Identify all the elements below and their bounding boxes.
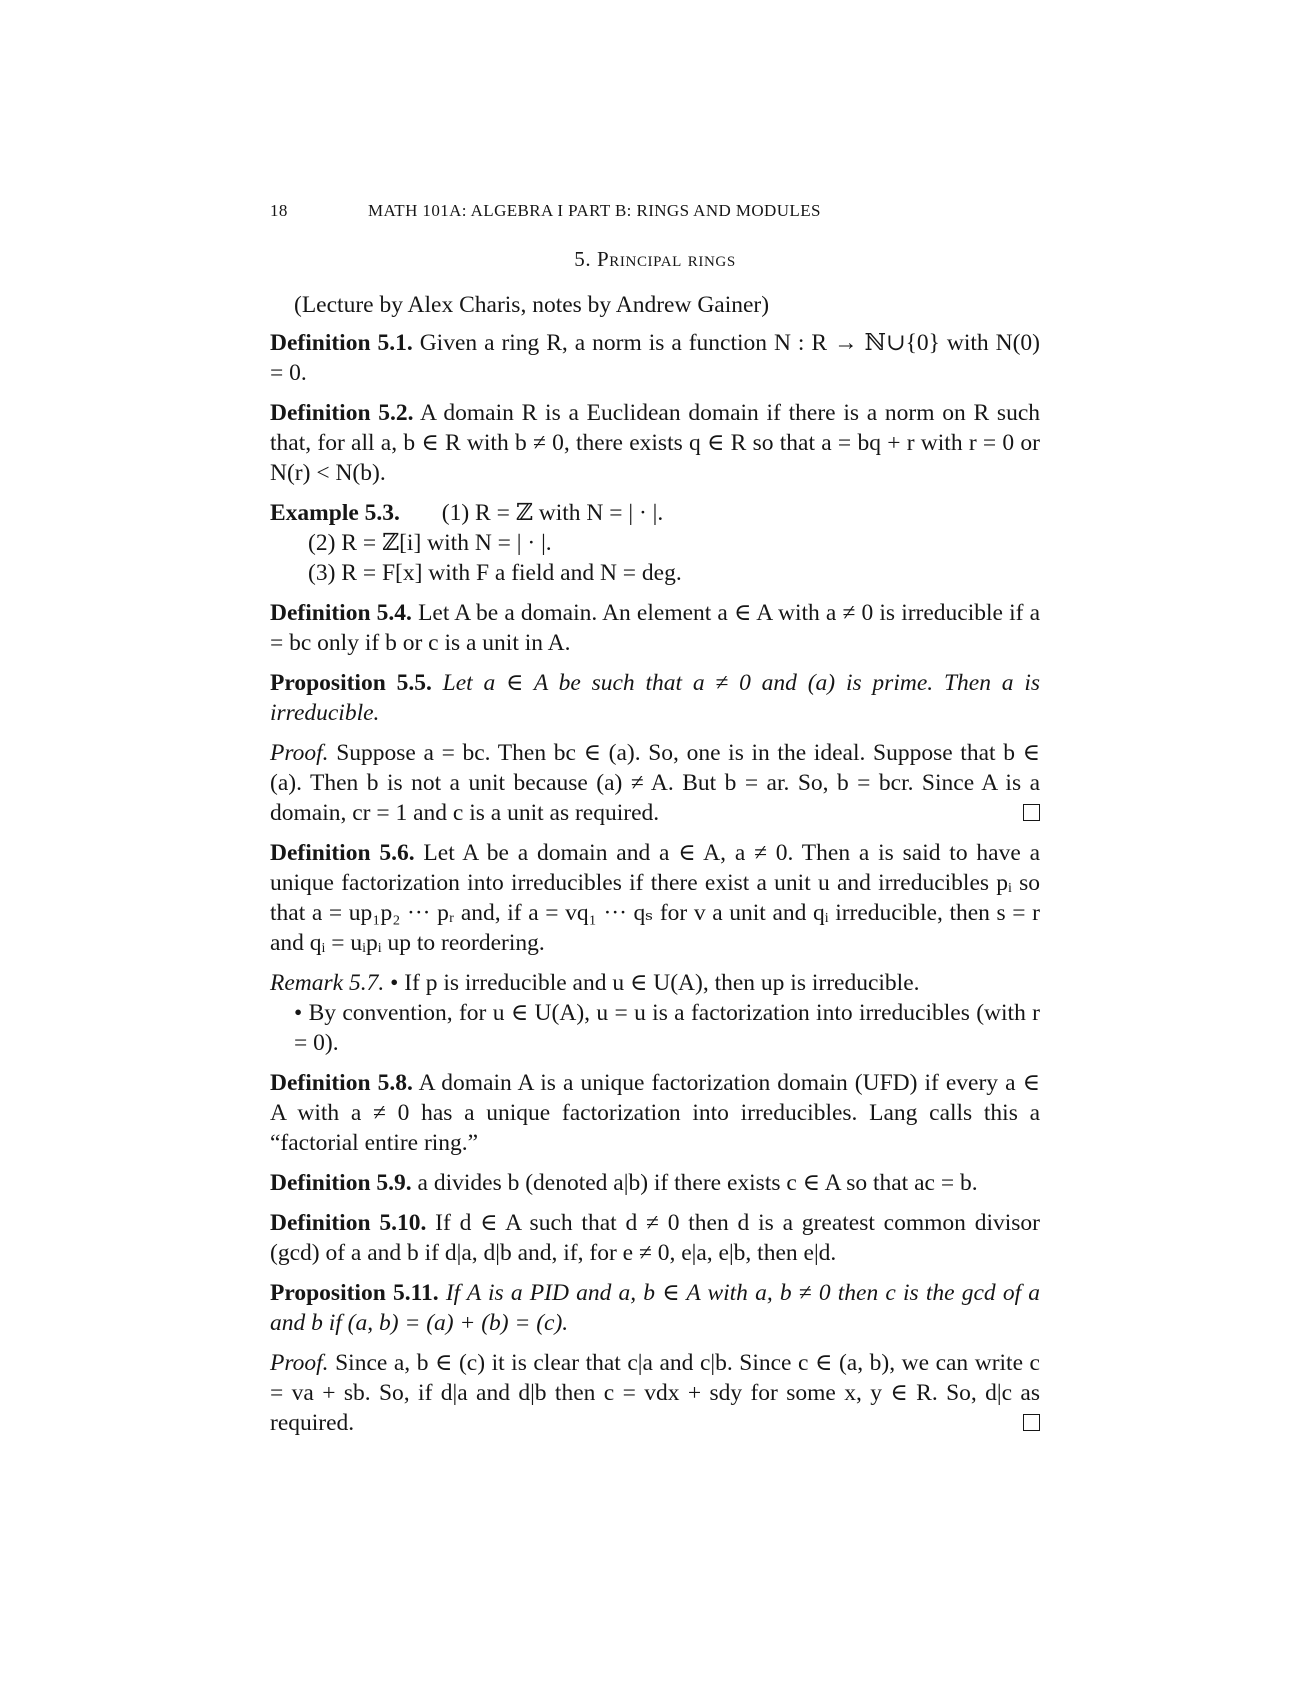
proposition-5-11 [270, 1278, 1040, 1338]
remark-point-1: • If p is irreducible and u ∈ U(A), then up is irreducible. [390, 970, 920, 996]
definition-label: Definition 5.6. [270, 840, 415, 866]
example-item-1: (1) R = ℤ with N = | · |. [441, 500, 664, 526]
example-item-3: (3) R = F[x] with F a field and N = deg. [308, 560, 682, 586]
proposition-label: Proposition 5.5. [270, 670, 432, 696]
proposition-5-5 [270, 668, 1040, 728]
definition-text: a divides b (denoted a|b) if there exists c ∈ A so that ac = b. [417, 1170, 978, 1196]
proposition-text: If A is a PID and a, b ∈ A with a, b ≠ 0 then c is the gcd of a and b if (a, b) = (a) + (b) = (c). [270, 1280, 1041, 1336]
definition-text: If d ∈ A such that d ≠ 0 then d is a greatest common divisor (gcd) of a and b if d|a, d|b and, if, for e ≠ 0, e|a, e|b, then e|d. [270, 1210, 1041, 1266]
definition-5-10 [270, 1208, 1040, 1268]
running-header [270, 196, 1040, 226]
definition-5-9 [270, 1168, 1040, 1198]
definition-text: A domain R is a Euclidean domain if there is a norm on R such that, for all a, b ∈ R with b ≠ 0, there exists q ∈ R so that a = bq + r with r = 0 or N(r) < N(b). [270, 400, 1040, 486]
proof-5-5 [270, 738, 1040, 828]
definition-text: Let A be a domain. An element a ∈ A with a ≠ 0 is irreducible if a = bc only if b or c is a unit in A. [270, 600, 1041, 656]
proof-text: Suppose a = bc. Then bc ∈ (a). So, one is in the ideal. Suppose that b ∈ (a). Then b is not a unit because (a) ≠ A. But b = ar. So, b = bcr. Since A is a domain, cr = 1 and c is a unit as required. [270, 740, 1040, 826]
lecture-byline: (Lecture by Alex Charis, notes by Andrew Gainer) [294, 292, 770, 318]
running-title: MATH 101A: ALGEBRA I PART B: RINGS AND MODULES [368, 201, 821, 220]
definition-text: Given a ring R, a norm is a function N : R → ℕ∪{0} with N(0) = 0. [270, 330, 1040, 386]
page-number: 18 [270, 201, 288, 220]
definition-5-4 [270, 598, 1040, 658]
definition-label: Definition 5.10. [270, 1210, 427, 1236]
remark-point-2: • By convention, for u ∈ U(A), u = u is a factorization into irreducibles (with r = 0). [294, 1000, 1040, 1056]
qed-box-icon [1023, 798, 1040, 828]
example-item-2: (2) R = ℤ[i] with N = | · |. [308, 530, 552, 556]
remark-5-7 [270, 968, 1040, 1058]
definition-text: Let A be a domain and a ∈ A, a ≠ 0. Then a is said to have a unique factorization into irreducibles if there exist a unit u and irreducibles pᵢ so that a = up₁p₂ ··· pᵣ and, if a = vq₁ ··· qₛ for v a unit and qᵢ irreducible, then s = r and qᵢ = uᵢpᵢ up to reordering. [270, 840, 1041, 956]
paper-page [270, 196, 1040, 1438]
definition-label: Definition 5.9. [270, 1170, 412, 1196]
proposition-label: Proposition 5.11. [270, 1280, 439, 1306]
remark-label: Remark 5.7. [270, 970, 385, 996]
section-number: 5. [574, 247, 592, 271]
definition-text: A domain A is a unique factorization domain (UFD) if every a ∈ A with a ≠ 0 has a unique factorization into irreducibles. Lang calls this a “factorial entire ring.” [270, 1070, 1040, 1156]
definition-label: Definition 5.4. [270, 600, 412, 626]
section-heading [270, 244, 1040, 274]
qed-box-icon [1023, 1408, 1040, 1438]
example-5-3 [270, 498, 1040, 588]
definition-5-8 [270, 1068, 1040, 1158]
definition-5-6 [270, 838, 1040, 958]
proof-label: Proof. [270, 740, 329, 766]
definition-label: Definition 5.8. [270, 1070, 413, 1096]
definition-label: Definition 5.2. [270, 400, 414, 426]
proof-label: Proof. [270, 1350, 329, 1376]
proposition-text: Let a ∈ A be such that a ≠ 0 and (a) is prime. Then a is irreducible. [270, 670, 1040, 726]
proof-5-11 [270, 1348, 1040, 1438]
definition-label: Definition 5.1. [270, 330, 413, 356]
definition-5-1 [270, 328, 1040, 388]
example-label: Example 5.3. [270, 500, 400, 526]
section-title: Principal rings [597, 247, 736, 271]
proof-text: Since a, b ∈ (c) it is clear that c|a and c|b. Since c ∈ (a, b), we can write c = va + sb. So, if d|a and d|b then c = vdx + sdy for some x, y ∈ R. So, d|c as required. [270, 1350, 1040, 1436]
definition-5-2 [270, 398, 1040, 488]
